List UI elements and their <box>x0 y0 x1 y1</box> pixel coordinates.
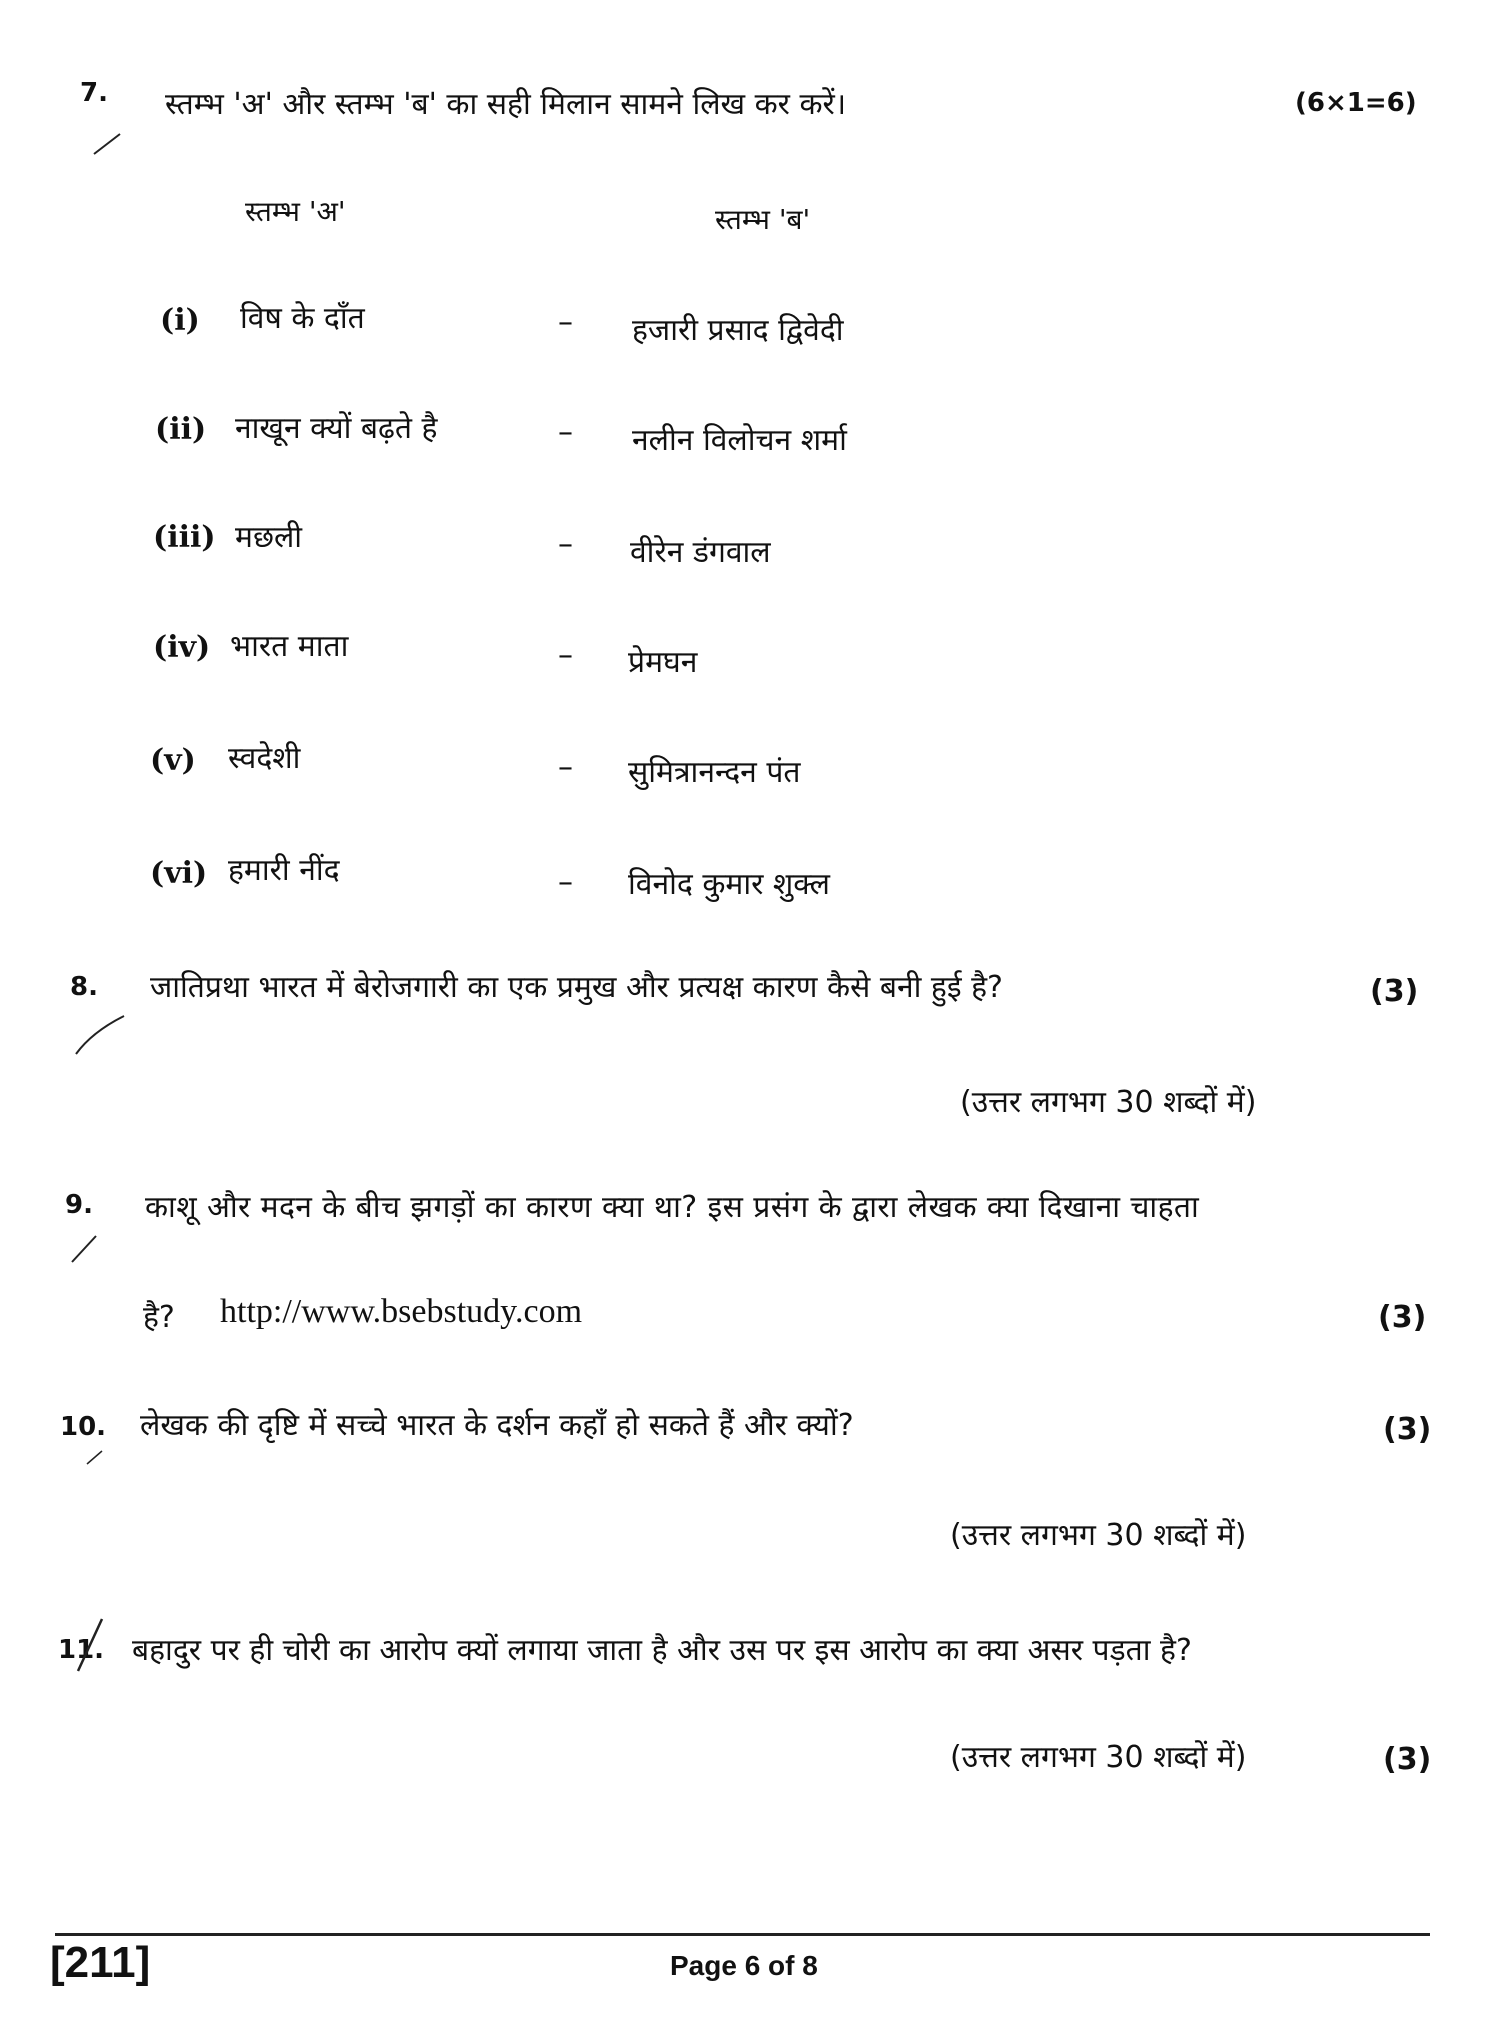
question-10-marks: (3) <box>1383 1412 1432 1447</box>
question-9-text-line-2: है? <box>143 1300 175 1335</box>
match-dash: – <box>558 527 573 562</box>
column-b-item: सुमित्रानन्दन पंत <box>628 755 801 790</box>
tick-mark-10 <box>84 1448 114 1468</box>
question-10-text: लेखक की दृष्टि में सच्चे भारत के दर्शन कहाँ हो सकते हैं और क्यों? <box>140 1408 854 1443</box>
column-b-header: स्तम्भ 'ब' <box>715 203 811 236</box>
question-8-word-limit: (उत्तर लगभग 30 शब्दों में) <box>960 1085 1257 1120</box>
row-number: (vi) <box>150 856 208 891</box>
match-dash: – <box>558 865 573 900</box>
question-7-number: 7. <box>80 78 108 108</box>
tick-mark-8 <box>72 1012 132 1062</box>
page-number: Page 6 of 8 <box>670 1950 818 1981</box>
match-dash: – <box>558 638 573 673</box>
question-7-text: स्तम्भ 'अ' और स्तम्भ 'ब' का सही मिलान सामने लिख कर करें। <box>165 87 847 122</box>
question-9-marks: (3) <box>1378 1300 1427 1335</box>
question-10-number: 10. <box>60 1412 107 1442</box>
question-11-marks: (3) <box>1383 1742 1432 1777</box>
footer-divider <box>55 1933 1430 1936</box>
question-9-number: 9. <box>65 1190 93 1220</box>
question-11-word-limit: (उत्तर लगभग 30 शब्दों में) <box>950 1740 1247 1775</box>
question-8-marks: (3) <box>1370 974 1419 1009</box>
row-number: (ii) <box>155 412 207 447</box>
row-number: (iv) <box>153 630 211 665</box>
paper-code: [211] <box>50 1938 151 1987</box>
question-9-text-line-1: काशू और मदन के बीच झगड़ों का कारण क्या था? इस प्रसंग के द्वारा लेखक क्या दिखाना चाहता <box>145 1190 1200 1225</box>
tick-mark-11 <box>72 1615 112 1675</box>
question-10-word-limit: (उत्तर लगभग 30 शब्दों में) <box>950 1518 1247 1553</box>
column-a-item: स्वदेशी <box>228 741 301 776</box>
question-7-marks: (6×1=6) <box>1295 88 1417 118</box>
question-11-text: बहादुर पर ही चोरी का आरोप क्यों लगाया जाता है और उस पर इस आरोप का क्या असर पड़ता है? <box>132 1633 1192 1668</box>
match-dash: – <box>558 305 573 340</box>
row-number: (v) <box>150 743 196 778</box>
column-a-item: विष के दाँत <box>240 301 365 336</box>
column-a-item: नाखून क्यों बढ़ते है <box>235 411 438 446</box>
watermark-url: http://www.bsebstudy.com <box>220 1293 583 1330</box>
column-a-item: हमारी नींद <box>228 853 340 888</box>
column-b-item: विनोद कुमार शुक्ल <box>628 867 830 902</box>
column-a-item: भारत माता <box>230 629 349 664</box>
tick-mark-9 <box>68 1228 118 1268</box>
tick-mark-7 <box>92 128 132 158</box>
row-number: (iii) <box>153 520 216 555</box>
row-number: (i) <box>160 303 200 338</box>
column-b-item: प्रेमघन <box>628 645 698 680</box>
match-dash: – <box>558 415 573 450</box>
column-b-item: हजारी प्रसाद द्विवेदी <box>632 313 844 348</box>
column-a-item: मछली <box>235 520 303 555</box>
column-a-header: स्तम्भ 'अ' <box>245 195 346 228</box>
question-11-number: 11. <box>58 1635 105 1665</box>
question-8-number: 8. <box>70 972 98 1002</box>
column-b-item: नलीन विलोचन शर्मा <box>632 423 847 458</box>
question-8-text: जातिप्रथा भारत में बेरोजगारी का एक प्रमुख और प्रत्यक्ष कारण कैसे बनी हुई है? <box>150 970 1003 1005</box>
column-b-item: वीरेन डंगवाल <box>630 535 771 570</box>
match-dash: – <box>558 750 573 785</box>
